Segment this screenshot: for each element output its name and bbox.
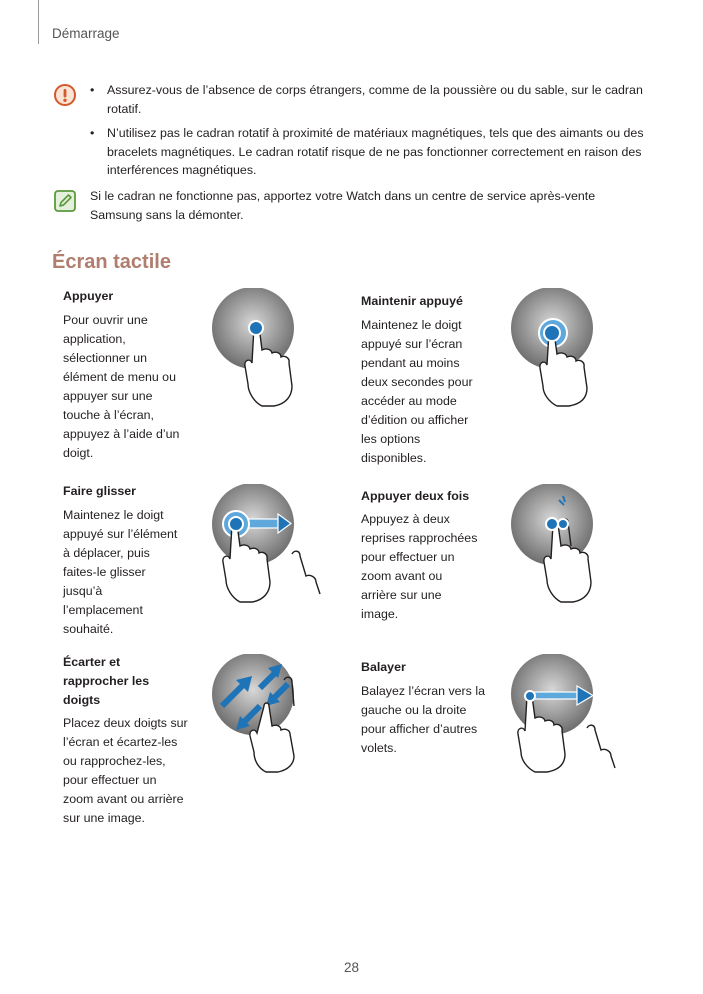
gesture-desc-swipe: Balayez l’écran vers la gauche ou la droite pour afficher d’autres volets. bbox=[361, 684, 485, 755]
note-text: Si le cadran ne fonctionne pas, apportez votre Watch dans un centre de service après-vente Samsung sans la démonter. bbox=[90, 189, 596, 222]
caution-bullet: • Assurez-vous de l’absence de corps étrangers, comme de la poussière ou du sable, sur le cadran rotatif. bbox=[90, 81, 650, 118]
gesture-title-swipe: Balayer bbox=[361, 660, 406, 674]
section-title: Écran tactile bbox=[52, 251, 171, 273]
caution-bullet: • N’utilisez pas le cadran rotatif à proximité de matériaux magnétiques, tels que des aimants ou des bracelets magnétiques. Le cadran rotatif risque de ne pas fonctionner correctement en raison des interférences magnétiques. bbox=[90, 124, 650, 180]
hold-illustration bbox=[507, 288, 643, 408]
caution-list bbox=[90, 81, 650, 186]
swipe-illustration bbox=[507, 654, 643, 774]
gesture-desc-double-tap: Appuyez à deux reprises rapprochées pour effectuer un zoom avant ou arrière sur une image. bbox=[361, 512, 478, 621]
running-header: Démarrage bbox=[52, 26, 120, 41]
gesture-title-drag: Faire glisser bbox=[63, 484, 137, 498]
gesture-title-hold: Maintenir appuyé bbox=[361, 294, 463, 308]
caution-icon bbox=[54, 84, 76, 106]
gesture-title-pinch: Écarter et rapprocher les doigts bbox=[63, 655, 150, 707]
tap-illustration bbox=[208, 288, 344, 408]
note-icon bbox=[54, 190, 76, 212]
gesture-title-tap: Appuyer bbox=[63, 289, 114, 303]
gesture-desc-drag: Maintenez le doigt appuyé sur l’élément à déplacer, puis faites-le glisser jusqu’à l’emplacement souhaité. bbox=[63, 508, 178, 636]
double-tap-illustration bbox=[507, 484, 643, 604]
gesture-desc-tap: Pour ouvrir une application, sélectionner un élément de menu ou appuyer sur une touche à l’écran, appuyez à l’aide d’un doigt. bbox=[63, 313, 180, 460]
gesture-desc-pinch: Placez deux doigts sur l’écran et écartez-les ou rapprochez-les, pour effectuer un zoom avant ou arrière sur une image. bbox=[63, 716, 188, 825]
drag-illustration bbox=[208, 484, 344, 604]
page-number: 28 bbox=[343, 960, 360, 975]
gesture-desc-hold: Maintenez le doigt appuyé sur l’écran pendant au moins deux secondes pour accéder au mode d’édition ou afficher les options disponibles. bbox=[361, 318, 473, 465]
pinch-illustration bbox=[208, 654, 344, 774]
gesture-title-double-tap: Appuyer deux fois bbox=[361, 489, 470, 503]
header-rule bbox=[38, 0, 39, 44]
